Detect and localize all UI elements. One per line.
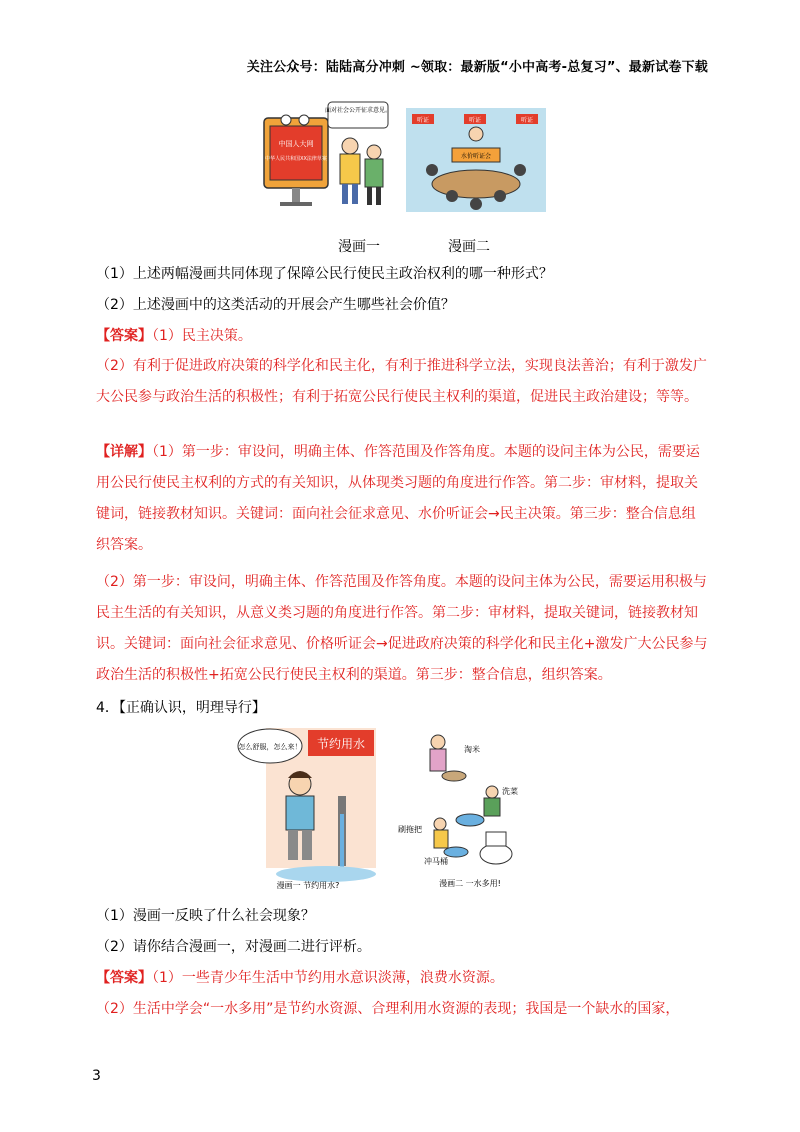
q4-cartoon-2-label-4: 冲马桶: [424, 857, 448, 866]
cartoon-2-flag-1: 听证: [416, 117, 430, 124]
q3-detail-tag: 【详解】: [96, 444, 152, 460]
q4-cartoon-2-label-3: 刷拖把: [398, 825, 422, 834]
q3-detail-1: [96, 437, 708, 561]
cartoon-2-image: [406, 108, 546, 212]
q3-detail-1-text: （1）第一步：审设问，明确主体、作答范围及作答角度。本题的设问主体为公民，需要运用公民行使民主权利的方式的有关知识，从体现类习题的角度进行作答。第二步：审材料，提取关键词，链接教材知识。关键词：面向社会征求意见、水价听证会→民主决策。第三步：整合信息组织答案。: [96, 444, 700, 553]
q3-answer-1-text: （1）民主决策。: [152, 328, 252, 344]
q4-question-1: （1）漫画一反映了什么社会现象？: [96, 908, 315, 924]
figure1-caption-1: 漫画一: [338, 239, 380, 255]
q4-cartoon-1-caption: 漫画一 节约用水?: [276, 881, 340, 890]
q3-answer-2: （2）有利于促进政府决策的科学化和民主化，有利于推进科学立法，实现良法善治；有利于激发广大公民参与政治生活的积极性；有利于拓宽公民行使民主权利的渠道，促进民主政治建设；等等。: [96, 358, 707, 405]
cartoon-1-screen-text: 中华人民共和国XX法律草案: [265, 156, 327, 162]
q3-question-1: （1）上述两幅漫画共同体现了保障公民行使民主政治权利的哪一种形式？: [96, 266, 553, 282]
q4-answer-2: （2）生活中学会“一水多用”是节约水资源、合理利用水资源的表现；我国是一个缺水的国家，: [96, 1001, 680, 1017]
q4-cartoon-2-image: [394, 728, 534, 892]
q4-cartoon-1-bubble: 怎么舒服，怎么来！: [238, 743, 302, 751]
q4-question-2: （2）请你结合漫画一，对漫画二进行评析。: [96, 939, 371, 955]
cartoon-2-banner: 水价听证会: [460, 153, 492, 160]
q4-answer-tag: 【答案】: [96, 970, 152, 986]
q4-cartoon-2-label-1: 淘米: [464, 745, 480, 754]
figure1-caption-2: 漫画二: [448, 239, 490, 255]
q3-answer-tag: 【答案】: [96, 328, 152, 344]
page-number: 3: [92, 1068, 101, 1084]
cartoon-2-flag-3: 听证: [520, 117, 534, 124]
q4-answer-1: [96, 968, 504, 988]
q3-question-2: （2）上述漫画中的这类活动的开展会产生哪些社会价值？: [96, 297, 455, 313]
q4-title: 4．【正确认识，明理导行】: [96, 700, 266, 716]
cartoon-1-bubble: 面对社会公开征求意见。: [324, 107, 392, 114]
cartoon-2-flag-2: 听证: [468, 117, 482, 124]
cartoon-1-image: [258, 100, 396, 212]
q3-answer-1: [96, 326, 252, 346]
q3-detail-2: （2）第一步：审设问，明确主体、作答范围及作答角度。本题的设问主体为公民，需要运用积极与民主生活的有关知识，从意义类习题的角度进行作答。第二步：审材料，提取关键词，链接教材知识。关键词：面向社会征求意见、价格听证会→促进政府决策的科学化和民主化+激发广大公民参与政治生活的积极性+拓宽公民行使民主权利的渠道。第三步：整合信息，组织答案。: [96, 574, 708, 683]
q4-answer-1-text: （1）一些青少年生活中节约用水意识淡薄，浪费水资源。: [152, 970, 504, 986]
q4-cartoon-2-label-2: 洗菜: [502, 787, 518, 796]
cartoon-1-screen-title: 中国人大网: [278, 140, 314, 148]
page-header: 关注公众号：陆陆高分冲刺 ~领取：最新版“小中高考-总复习”、最新试卷下载: [246, 60, 708, 75]
q4-cartoon-2-caption: 漫画二 一水多用!: [439, 879, 501, 888]
q4-cartoon-1-sign: 节约用水: [316, 737, 366, 751]
q4-cartoon-1-image: [236, 724, 380, 892]
